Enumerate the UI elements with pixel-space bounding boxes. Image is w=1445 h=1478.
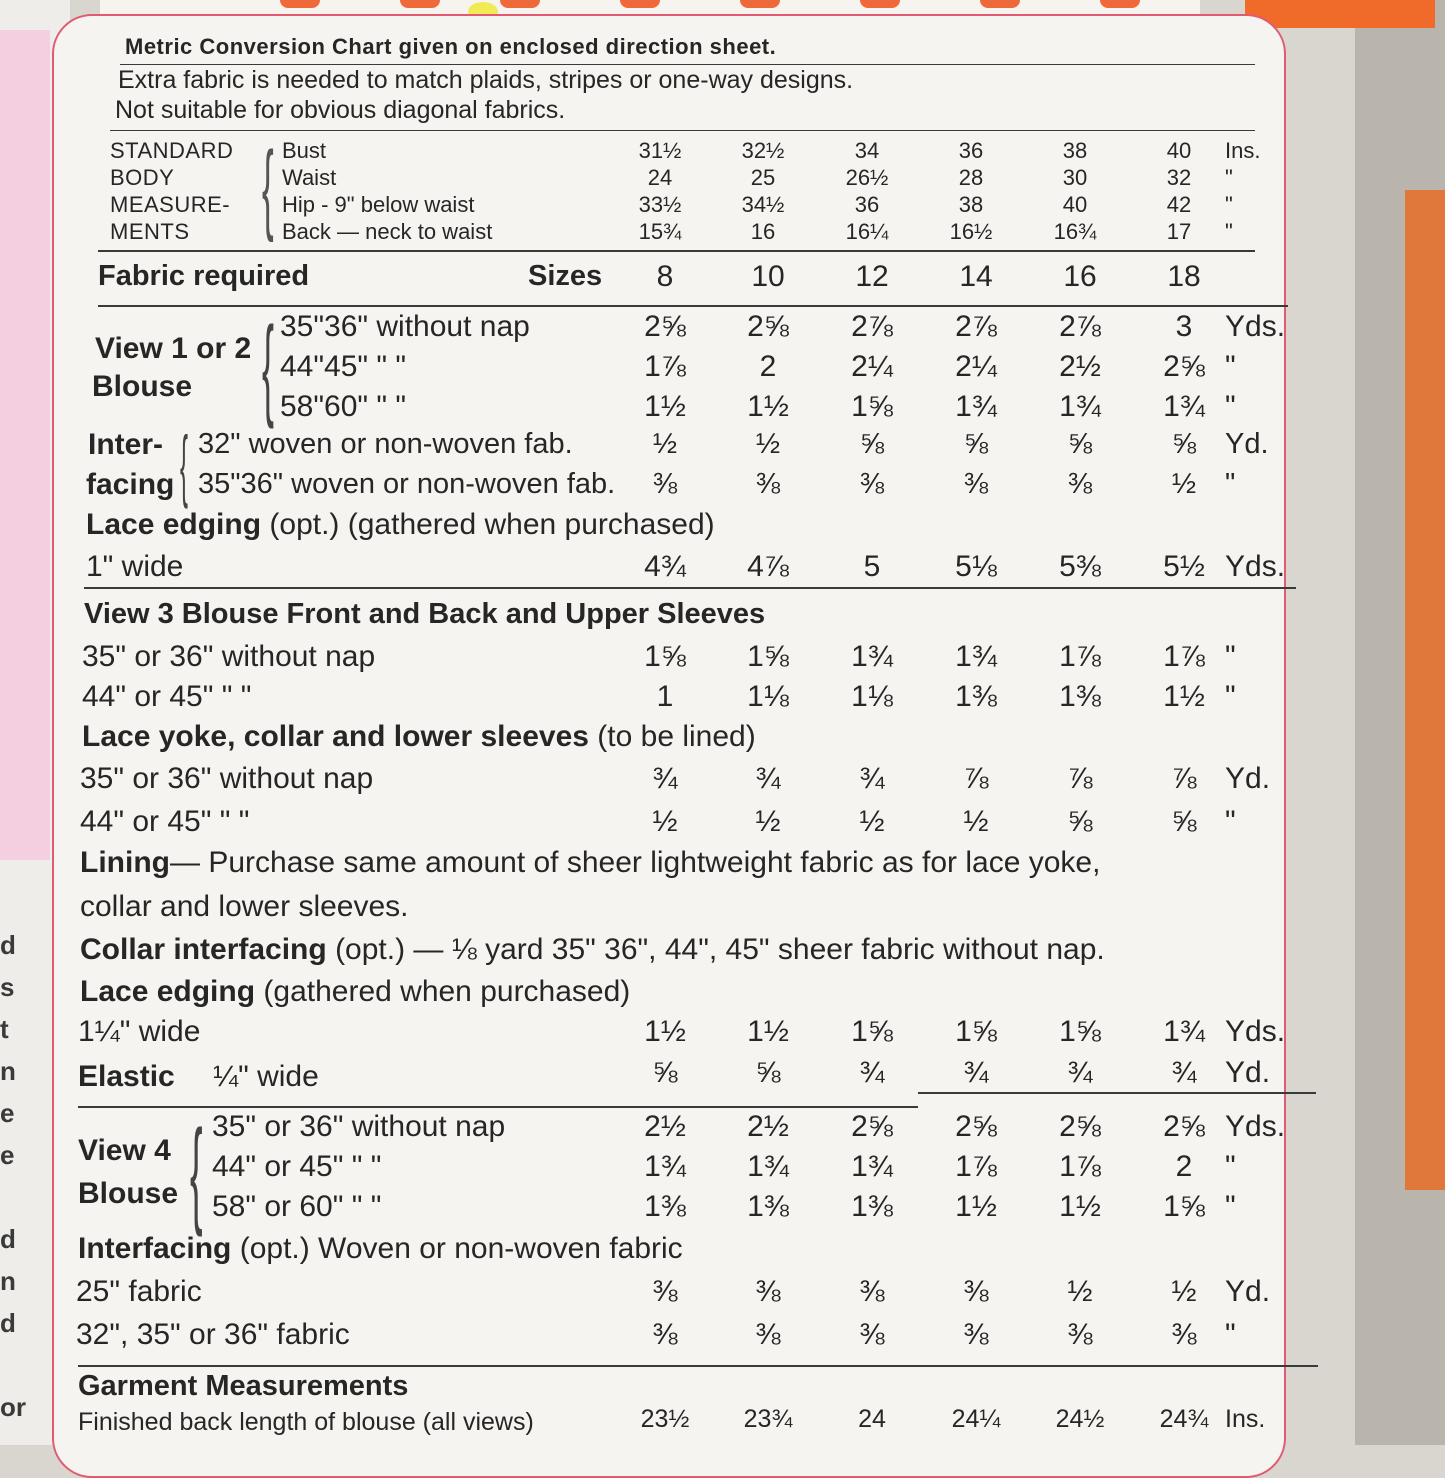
metric-note: Metric Conversion Chart given on enclosed direction sheet. <box>125 34 777 59</box>
view3-row-value: 1⅞ <box>1163 640 1205 673</box>
lace3-row-value: 1½ <box>747 1015 789 1048</box>
view4-row-value: 2⅝ <box>955 1110 997 1143</box>
view4-row-label: 35" or 36" without nap <box>212 1110 506 1143</box>
lace-yoke-row-unit: " <box>1225 805 1236 838</box>
brace: { <box>262 131 274 243</box>
lace-yoke-row-value: ¾ <box>755 762 781 795</box>
interfacing12-row-value: ⅝ <box>1067 428 1093 460</box>
view4-row-value: 2 <box>1175 1150 1193 1183</box>
body-measurement-row-value: 32½ <box>741 138 785 163</box>
view3-row-label: 35" or 36" without nap <box>82 640 376 673</box>
lace-yoke-row-unit: Yd. <box>1225 762 1271 795</box>
brace: { <box>190 1106 203 1238</box>
view3-row-value: 1 <box>656 680 674 713</box>
view4-row-value: 2⅝ <box>1059 1110 1101 1143</box>
lace12-row-value: 5⅜ <box>1059 550 1101 583</box>
body-measurement-row-value: 16¾ <box>1053 219 1097 244</box>
pink-paper-strip <box>0 30 50 860</box>
interfacing4-row-label: 32", 35" or 36" fabric <box>76 1318 350 1351</box>
elastic-row-value: ⅝ <box>755 1056 781 1089</box>
interfacing12-row-value: ⅝ <box>859 428 885 460</box>
body-measurement-row-value: 40 <box>1062 192 1088 217</box>
lace-yoke-row-value: ⅞ <box>1171 762 1197 795</box>
lining-row-2: collar and lower sleeves. <box>80 890 409 923</box>
body-measurement-row-value: 36 <box>854 192 880 217</box>
view4-row-value: 1⅜ <box>851 1190 893 1223</box>
view3-row-value: 1⅜ <box>955 680 997 713</box>
garment-label: Finished back length of blouse (all views) <box>78 1408 534 1436</box>
rule <box>78 1365 1318 1367</box>
interfacing12-row-value: ½ <box>1171 468 1197 500</box>
body-measurement-row-value: 24 <box>647 165 673 190</box>
lace12-row-unit: Yds. <box>1225 550 1286 583</box>
lace-yoke-row-value: ⅝ <box>1067 805 1093 838</box>
lace-yoke-row-value: ⅝ <box>1171 805 1197 838</box>
rule <box>110 130 1255 131</box>
view12-row-value: 2⅞ <box>955 310 997 343</box>
view3-row-value: 1⅜ <box>1059 680 1101 713</box>
view4-row-label: 44" or 45" " " <box>212 1150 382 1183</box>
size-header-value: 14 <box>959 260 993 293</box>
collar-text: (opt.) — ⅛ yard 35" 36", 44", 45" sheer fabric without nap. <box>335 933 1105 966</box>
view12-row-unit: " <box>1225 390 1236 423</box>
size-header-value: 16 <box>1063 260 1097 293</box>
interfacing4-title: Interfacing <box>78 1232 232 1265</box>
view12-row-label: 44"45" " " <box>280 350 407 383</box>
body-measurement-row-value: 33½ <box>638 192 682 217</box>
lace12-row-value: 4⅞ <box>747 550 789 583</box>
size-header-value: 8 <box>656 260 674 293</box>
view3-row-unit: " <box>1225 640 1236 673</box>
interfacing4-row-value: ⅜ <box>963 1275 989 1308</box>
lining-title: Lining <box>80 846 170 879</box>
body-measurement-row-value: 15¾ <box>638 219 682 244</box>
view4-row-unit: " <box>1225 1150 1236 1183</box>
lace-yoke-row-value: ⅞ <box>963 762 989 795</box>
view12-row-label: 58"60" " " <box>280 390 407 423</box>
view4-row-unit: Yds. <box>1225 1110 1286 1143</box>
interfacing4-row-value: ⅜ <box>652 1275 678 1308</box>
lace12-note: (opt.) (gathered when purchased) <box>269 508 715 541</box>
lace12-row-value: 5 <box>863 550 881 583</box>
lace-yoke-row-value: ½ <box>963 805 989 838</box>
body-measurement-row-value: 26½ <box>845 165 889 190</box>
view12-title-1: View 1 or 2 <box>95 332 252 365</box>
interfacing12-row-value: ⅜ <box>755 468 781 500</box>
view4-row-value: 1⅜ <box>747 1190 789 1223</box>
view12-row-value: 2⅝ <box>1163 350 1205 383</box>
view4-row-value: 1⅞ <box>1059 1150 1101 1183</box>
elastic-row-value: ¾ <box>1171 1056 1197 1089</box>
interfacing4-row-unit: Yd. <box>1225 1275 1271 1308</box>
view12-row-value: 2⅞ <box>1059 310 1101 343</box>
view12-row-value: 3 <box>1175 310 1193 343</box>
lace3-title: Lace edging <box>80 975 256 1008</box>
view4-row-value: 2⅝ <box>1163 1110 1205 1143</box>
view3-row-value: 1½ <box>1163 680 1205 713</box>
view12-row-value: 2⅝ <box>747 310 789 343</box>
view3-row-value: 1¾ <box>955 640 997 673</box>
view12-row-value: 2¼ <box>851 350 893 383</box>
interfacing12-title-2: facing <box>86 468 175 501</box>
lace3-row-value: 1¾ <box>1163 1015 1205 1048</box>
lace-yoke-row-value: ½ <box>755 805 781 838</box>
body-measurement-row-unit: " <box>1225 219 1233 244</box>
interfacing12-row-label: 32" woven or non-woven fab. <box>198 428 573 460</box>
size-header-value: 12 <box>855 260 889 293</box>
interfacing12-row-value: ½ <box>755 428 781 460</box>
view3-row-value: 1⅝ <box>644 640 686 673</box>
rule <box>918 1092 1316 1094</box>
view3-row-value: 1⅛ <box>747 680 789 713</box>
size-header-value: 18 <box>1167 260 1201 293</box>
lace3-row-label: 1¼" wide <box>78 1015 201 1048</box>
interfacing4-row-value: ⅜ <box>859 1318 885 1351</box>
view4-row-value: 1¾ <box>644 1150 686 1183</box>
view4-row-value: 1¾ <box>747 1150 789 1183</box>
body-measurement-row-value: 16¼ <box>845 219 889 244</box>
interfacing4-row-value: ⅜ <box>859 1275 885 1308</box>
view4-row-value: 1½ <box>955 1190 997 1223</box>
lace3-row-value: 1⅝ <box>955 1015 997 1048</box>
body-measurement-row-label: Waist <box>282 165 337 190</box>
body-measurement-row-value: 17 <box>1166 219 1192 244</box>
lace3-note: (gathered when purchased) <box>263 975 631 1008</box>
interfacing4-row-value: ⅜ <box>652 1318 678 1351</box>
view12-row-unit: " <box>1225 350 1236 383</box>
elastic-row-value: ¾ <box>859 1056 885 1089</box>
interfacing4-row-value: ⅜ <box>755 1275 781 1308</box>
brace: { <box>262 304 274 429</box>
view3-row-value: 1⅛ <box>851 680 893 713</box>
standard-label: STANDARD <box>110 138 234 163</box>
interfacing4-row-value: ⅜ <box>963 1318 989 1351</box>
garment-row-unit: Ins. <box>1225 1405 1266 1433</box>
view3-title: View 3 Blouse Front and Back and Upper Sleeves <box>84 598 766 630</box>
interfacing12-row-label: 35"36" woven or non-woven fab. <box>198 468 616 500</box>
elastic-row-value: ¾ <box>963 1056 989 1089</box>
body-measurement-row-value: 40 <box>1166 138 1192 163</box>
interfacing12-row-value: ½ <box>652 428 678 460</box>
garment-row-value: 24 <box>858 1405 886 1433</box>
body-measurement-row-unit: " <box>1225 165 1233 190</box>
body-measurement-row-value: 42 <box>1166 192 1192 217</box>
rule <box>98 305 1288 307</box>
interfacing12-row-value: ⅝ <box>963 428 989 460</box>
view12-row-value: 1¾ <box>955 390 997 423</box>
interfacing4-row-value: ⅜ <box>1067 1318 1093 1351</box>
view12-row-value: 1¾ <box>1059 390 1101 423</box>
interfacing4-row-label: 25" fabric <box>76 1275 202 1308</box>
orange-top-corner <box>1245 0 1435 28</box>
view4-row-value: 1⅝ <box>1163 1190 1205 1223</box>
lace3-title-row <box>80 975 630 1009</box>
collar-title: Collar interfacing <box>80 933 327 966</box>
view4-row-value: 1¾ <box>851 1150 893 1183</box>
body-measurement-row-value: 32 <box>1166 165 1192 190</box>
view4-row-value: 2½ <box>747 1110 789 1143</box>
view4-row-value: 2½ <box>644 1110 686 1143</box>
view3-row-value: 1⅝ <box>747 640 789 673</box>
elastic-row-value: ⅝ <box>652 1056 678 1089</box>
view12-row-value: 2⅞ <box>851 310 893 343</box>
elastic-title: Elastic <box>78 1060 175 1093</box>
interfacing12-row-unit: " <box>1225 468 1236 500</box>
body-measurement-row-label: Bust <box>282 138 327 163</box>
garment-row-value: 24¼ <box>951 1405 1001 1433</box>
elastic-label-row <box>78 1060 319 1094</box>
interfacing4-note: (opt.) Woven or non-woven fabric <box>239 1232 683 1265</box>
garment-row-value: 24¾ <box>1159 1405 1209 1433</box>
left-edge-letters: d s t n e e d n d or <box>0 930 26 1422</box>
elastic-row-unit: Yd. <box>1225 1056 1271 1089</box>
lace3-row-value: 1⅝ <box>1059 1015 1101 1048</box>
view12-row-value: 1½ <box>747 390 789 423</box>
lace3-row-unit: Yds. <box>1225 1015 1286 1048</box>
body-measurement-row-value: 16½ <box>949 219 993 244</box>
interfacing4-row-value: ½ <box>1171 1275 1197 1308</box>
lace-yoke-row-value: ⅞ <box>1067 762 1093 795</box>
lace12-row-value: 4¾ <box>644 550 686 583</box>
interfacing4-row-unit: " <box>1225 1318 1236 1351</box>
view4-row-value: 1⅜ <box>644 1190 686 1223</box>
rule <box>84 587 1296 589</box>
body-measurement-row-value: 30 <box>1062 165 1088 190</box>
size-header-value: 10 <box>751 260 785 293</box>
body-measurement-row-value: 38 <box>1062 138 1088 163</box>
view12-row-value: 1½ <box>644 390 686 423</box>
lining-row-1 <box>80 846 1100 880</box>
view12-row-value: 1¾ <box>1163 390 1205 423</box>
view3-row-value: 1¾ <box>851 640 893 673</box>
body-measurement-row-value: 36 <box>958 138 984 163</box>
view4-row-value: 1½ <box>1059 1190 1101 1223</box>
view3-row-value: 1⅞ <box>1059 640 1101 673</box>
view12-row-value: 1⅞ <box>644 350 686 383</box>
rule <box>120 64 1255 65</box>
body-measurement-row-value: 31½ <box>638 138 682 163</box>
interfacing12-row-unit: Yd. <box>1225 428 1269 460</box>
garment-row-value: 23½ <box>640 1405 690 1433</box>
measure-label: MEASURE- <box>110 192 231 217</box>
body-measurement-row-value: 38 <box>958 192 984 217</box>
lace12-title: Lace edging <box>86 508 262 541</box>
elastic-row-value: ¾ <box>1067 1056 1093 1089</box>
lace-yoke-note: (to be lined) <box>597 720 756 753</box>
view12-title-2: Blouse <box>92 370 193 403</box>
view4-title-1: View 4 <box>78 1134 171 1167</box>
interfacing12-row-value: ⅜ <box>652 468 678 500</box>
body-measurement-row-value: 25 <box>750 165 776 190</box>
view12-row-value: 2 <box>759 350 777 383</box>
garment-title: Garment Measurements <box>78 1370 409 1402</box>
interfacing12-row-value: ⅜ <box>859 468 885 500</box>
lace-yoke-row-value: ¾ <box>859 762 885 795</box>
collar-row <box>80 933 1105 967</box>
body-measurement-row-value: 28 <box>958 165 984 190</box>
lace12-title-row <box>86 508 715 542</box>
view12-row-label: 35"36" without nap <box>280 310 530 343</box>
body-measurement-row-label: Back — neck to waist <box>282 219 493 244</box>
view12-row-value: 2⅝ <box>644 310 686 343</box>
lace-yoke-row-label: 44" or 45" " " <box>80 805 250 838</box>
lace3-row-value: 1⅝ <box>851 1015 893 1048</box>
view12-row-value: 1⅝ <box>851 390 893 423</box>
body-label: BODY <box>110 165 175 190</box>
lace-yoke-row-value: ¾ <box>652 762 678 795</box>
interfacing4-row-value: ½ <box>1067 1275 1093 1308</box>
view3-row-label: 44" or 45" " " <box>82 680 252 713</box>
view4-row-label: 58" or 60" " " <box>212 1190 382 1223</box>
fabric-required-label: Fabric required <box>98 260 310 292</box>
sizes-label: Sizes <box>528 260 603 292</box>
lace12-row-label: 1" wide <box>86 550 184 583</box>
interfacing12-row-value: ⅝ <box>1171 428 1197 460</box>
lace-yoke-row-value: ½ <box>859 805 885 838</box>
interfacing12-title-1: Inter- <box>88 428 163 461</box>
lace-yoke-title: Lace yoke, collar and lower sleeves <box>82 720 589 753</box>
lace-yoke-row-label: 35" or 36" without nap <box>80 762 374 795</box>
interfacing12-row-value: ⅜ <box>963 468 989 500</box>
interfacing12-row-value: ⅜ <box>1067 468 1093 500</box>
view4-row-unit: " <box>1225 1190 1236 1223</box>
garment-row-value: 24½ <box>1055 1405 1105 1433</box>
view12-row-value: 2½ <box>1059 350 1101 383</box>
brace: { <box>180 420 189 509</box>
elastic-label: ¼" wide <box>213 1060 319 1093</box>
garment-row-value: 23¾ <box>743 1405 793 1433</box>
rule <box>78 1106 918 1108</box>
view4-row-value: 2⅝ <box>851 1110 893 1143</box>
lace12-row-value: 5½ <box>1163 550 1205 583</box>
lace-yoke-row-value: ½ <box>652 805 678 838</box>
note-line-2: Not suitable for obvious diagonal fabrics. <box>115 96 566 124</box>
body-measurement-row-unit: Ins. <box>1225 138 1261 163</box>
lace3-row-value: 1½ <box>644 1015 686 1048</box>
interfacing4-row-value: ⅜ <box>755 1318 781 1351</box>
view4-title-2: Blouse <box>78 1177 179 1210</box>
view3-row-unit: " <box>1225 680 1236 713</box>
body-measurement-row-value: 34½ <box>741 192 785 217</box>
lace12-row-value: 5⅛ <box>955 550 997 583</box>
interfacing4-title-row <box>78 1232 683 1266</box>
interfacing4-row-value: ⅜ <box>1171 1318 1197 1351</box>
orange-paper-edge <box>1405 190 1445 1190</box>
lace-yoke-title-row <box>82 720 756 754</box>
lining-text-1: — Purchase same amount of sheer lightweight fabric as for lace yoke, <box>169 846 1101 879</box>
ments-label: MENTS <box>110 219 190 244</box>
rule <box>98 250 1255 252</box>
view12-row-value: 2¼ <box>955 350 997 383</box>
body-measurement-row-value: 16 <box>750 219 776 244</box>
body-measurement-row-label: Hip - 9" below waist <box>282 192 475 217</box>
view12-row-unit: Yds. <box>1225 310 1286 343</box>
view4-row-value: 1⅞ <box>955 1150 997 1183</box>
body-measurement-row-unit: " <box>1225 192 1233 217</box>
note-line-1: Extra fabric is needed to match plaids, stripes or one-way designs. <box>118 66 854 94</box>
body-measurement-row-value: 34 <box>854 138 880 163</box>
